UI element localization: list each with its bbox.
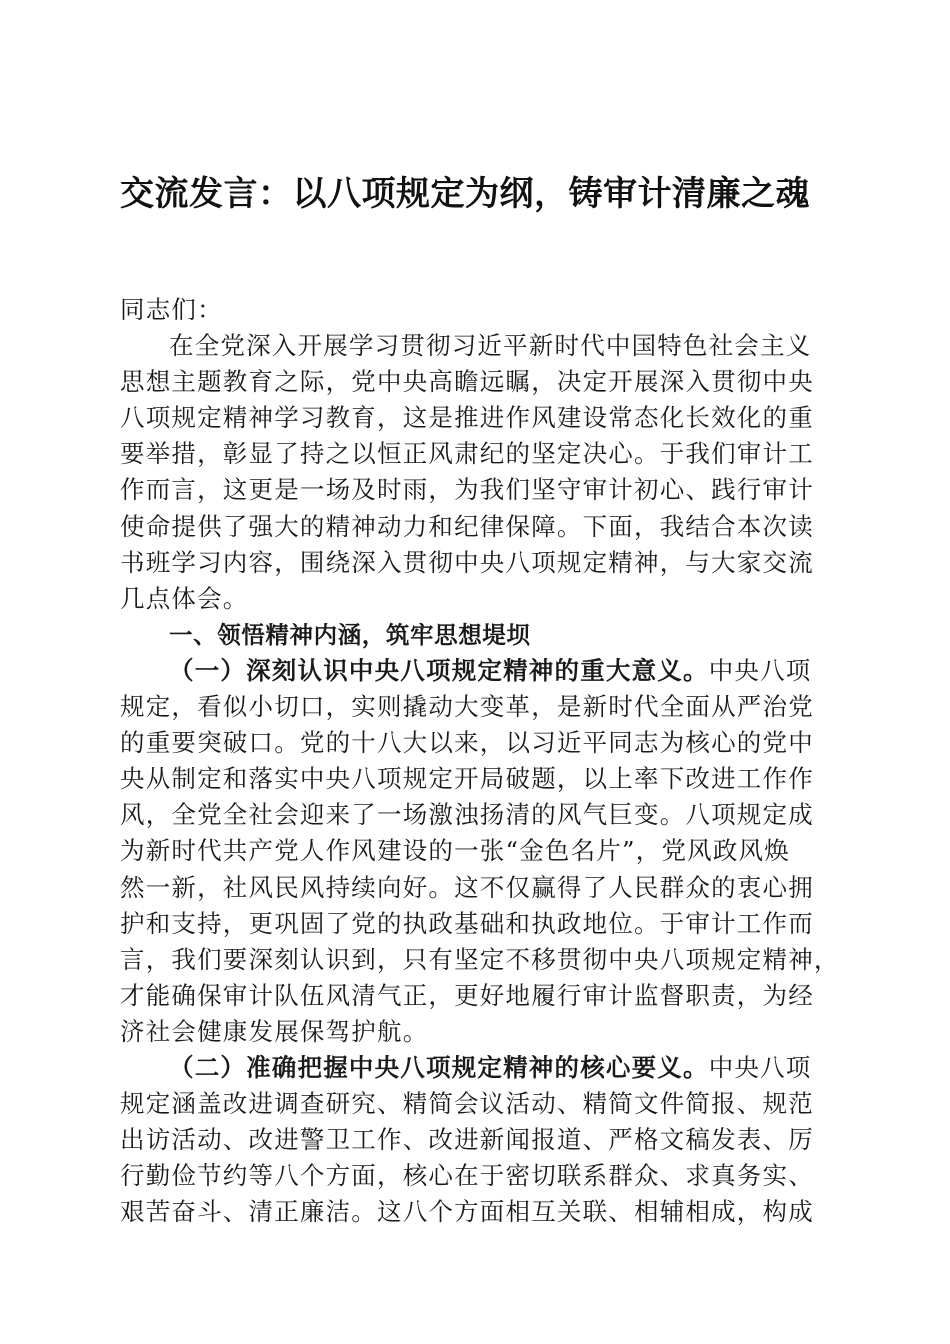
subsection-1-line: 济社会健康发展保驾护航。: [120, 1016, 429, 1046]
subsection-2-line: 出访活动、改进警卫工作、改进新闻报道、严格文稿发表、厉: [120, 1125, 814, 1155]
intro-line: 八项规定精神学习教育，这是推进作风建设常态化长效化的重: [120, 403, 814, 433]
subsection-1-line: 风，全党全社会迎来了一场激浊扬清的风气巨变。八项规定成: [120, 800, 814, 830]
subsection-1-line: 央从制定和落实中央八项规定开局破题，以上率下改进工作作: [120, 764, 814, 794]
subsection-1-lead: （一）深刻认识中央八项规定精神的重大意义。: [169, 655, 709, 685]
intro-line: 使命提供了强大的精神动力和纪律保障。下面，我结合本次读: [120, 511, 814, 541]
subsection-2-first-line: [120, 1050, 832, 1086]
section-heading: 一、领悟精神内涵，筑牢思想堤坝: [169, 620, 531, 649]
intro-line: 思想主题教育之际，党中央高瞻远瞩，决定开展深入贯彻中央: [120, 367, 814, 397]
subsection-2-line: 行勤俭节约等八个方面，核心在于密切联系群众、求真务实、: [120, 1161, 814, 1191]
subsection-2-line: 艰苦奋斗、清正廉洁。这八个方面相互关联、相辅相成，构成: [120, 1197, 814, 1227]
subsection-1-first-line: [120, 653, 832, 689]
document-title: 交流发言：以八项规定为纲，铸审计清廉之魂: [120, 174, 810, 214]
subsection-1-line: 护和支持，更巩固了党的执政基础和执政地位。于审计工作而: [120, 908, 814, 938]
subsection-1-line: 为新时代共产党人作风建设的一张“金色名片”，党风政风焕: [120, 836, 790, 866]
subsection-2-line: 规定涵盖改进调查研究、精简会议活动、精简文件简报、规范: [120, 1089, 814, 1119]
subsection-1-line: 言，我们要深刻认识到，只有坚定不移贯彻中央八项规定精神，: [120, 944, 840, 974]
salutation: 同志们：: [120, 295, 223, 324]
intro-line: 书班学习内容，围绕深入贯彻中央八项规定精神，与大家交流: [120, 547, 814, 577]
subsection-1-line: 规定，看似小切口，实则撬动大变革，是新时代全面从严治党: [120, 692, 814, 722]
subsection-1-first-line-rest: 中央八项: [708, 655, 812, 685]
intro-line: 在全党深入开展学习贯彻习近平新时代中国特色社会主义: [169, 331, 812, 361]
intro-line: 要举措，彰显了持之以恒正风肃纪的坚定决心。于我们审计工: [120, 439, 814, 469]
subsection-1-line: 的重要突破口。党的十八大以来，以习近平同志为核心的党中: [120, 728, 814, 758]
intro-line: 几点体会。: [120, 583, 249, 613]
subsection-2-lead: （二）准确把握中央八项规定精神的核心要义。: [169, 1052, 709, 1082]
subsection-2-first-line-rest: 中央八项: [708, 1052, 812, 1082]
intro-line: 作而言，这更是一场及时雨，为我们坚守审计初心、践行审计: [120, 475, 814, 505]
subsection-1-line: 才能确保审计队伍风清气正，更好地履行审计监督职责，为经: [120, 980, 814, 1010]
document-body: [120, 292, 840, 1230]
subsection-1-line: 然一新，社风民风持续向好。这不仅赢得了人民群众的衷心拥: [120, 872, 814, 902]
